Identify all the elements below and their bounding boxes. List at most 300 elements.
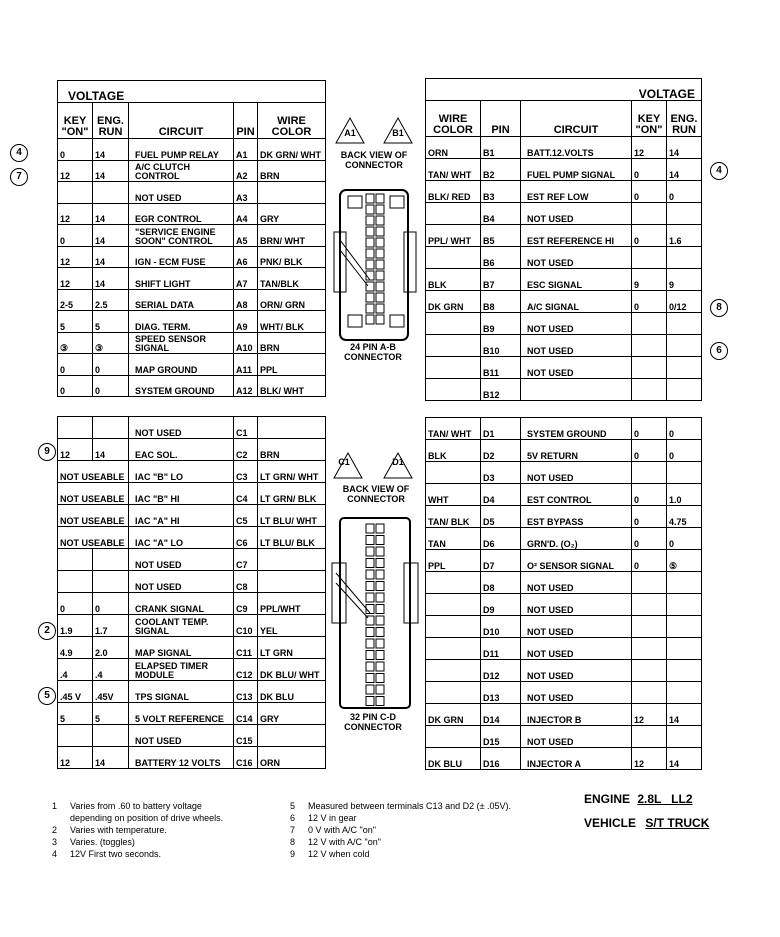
run-cell: 14 [93,246,129,268]
key-cell [58,571,93,593]
triangle-a1-label: A1 [344,128,356,138]
pin-cell: B1 [481,137,521,159]
voltage-label: VOLTAGE [426,79,702,101]
circuit-cell: NOT USED [129,571,234,593]
pin-cell: D1 [481,418,521,440]
key-cell [632,594,667,616]
wire-cell: BRN [258,439,326,461]
run-cell: 14 [667,704,702,726]
run-cell [667,572,702,594]
table-row [58,659,326,681]
run-cell: 4.75 [667,506,702,528]
connector-pin [366,628,374,637]
key-on-header: KEY "ON" [632,101,667,137]
key-cell: 12 [632,704,667,726]
key-cell [632,357,667,379]
wire-cell: BLK [426,440,481,462]
engine-label-text: ENGINE [584,792,631,806]
table-row [426,225,702,247]
pin-cell: B9 [481,313,521,335]
run-cell [667,660,702,682]
run-cell: 14 [667,159,702,181]
table-row [426,159,702,181]
pin-cell: D5 [481,506,521,528]
connector-pin [376,205,384,214]
circuit-cell: NOT USED [521,203,632,225]
key-cell: 12 [58,160,93,182]
run-cell: .4 [93,659,129,681]
connector-pin [366,570,374,579]
table-row [58,483,326,505]
wire-color-header: WIRE COLOR [258,103,326,139]
circuit-cell: IAC "A" LO [129,527,234,549]
wire-cell: PPL/WHT [258,593,326,615]
back-view-label: BACK VIEW OF CONNECTOR [342,484,410,504]
connector-pin [366,216,374,225]
circuit-cell: SYSTEM GROUND [521,418,632,440]
pin-cell: C2 [234,439,258,461]
wire-cell: PNK/ BLK [258,246,326,268]
connector-pin [376,524,384,533]
key-cell: 0 [632,550,667,572]
notes-right [290,800,590,860]
table-row [58,375,326,397]
table-row [426,704,702,726]
run-cell [93,571,129,593]
connector-pin [366,238,374,247]
wire-cell: BLK [426,269,481,291]
pin-cell: B2 [481,159,521,181]
connector-ab-diagram [330,110,420,355]
key-cell [632,638,667,660]
circuit-cell: 5V RETURN [521,440,632,462]
key-cell [632,726,667,748]
connector-pin [376,685,384,694]
pin-cell: B5 [481,225,521,247]
circuit-cell: ELAPSED TIMER MODULE [129,659,234,681]
vehicle-label [584,816,709,830]
note-number: 4 [52,849,58,859]
note-item [290,812,590,824]
run-cell: 2.5 [93,289,129,311]
circuit-cell: "SERVICE ENGINE SOON" CONTROL [129,225,234,247]
connector-pin [366,282,374,291]
key-cell: 12 [632,748,667,770]
pin-cell: D12 [481,660,521,682]
wire-cell: BRN [258,160,326,182]
run-cell: 0 [667,418,702,440]
pin-cell: A5 [234,225,258,247]
key-cell: 0 [632,506,667,528]
table-row [426,418,702,440]
circuit-cell: MAP SIGNAL [129,637,234,659]
vehicle-value: S/T TRUCK [645,816,710,830]
key-cell: 12 [58,246,93,268]
circuit-cell: MAP GROUND [129,354,234,376]
circuit-cell: IGN - ECM FUSE [129,246,234,268]
wire-cell [426,726,481,748]
pin-cell: D6 [481,528,521,550]
table-row [58,332,326,354]
pin-cell: B12 [481,379,521,401]
wire-cell: LT GRN/ BLK [258,483,326,505]
run-cell: 1.0 [667,484,702,506]
note-text: Varies. (toggles) [70,837,135,847]
note-text: depending on position of drive wheels. [70,813,224,823]
table-row [58,268,326,290]
connector-pin [376,238,384,247]
pin-cell: A12 [234,375,258,397]
table-row [426,181,702,203]
circuit-cell [521,379,632,401]
pin-cell: C15 [234,725,258,747]
run-cell [667,726,702,748]
wire-cell [426,572,481,594]
wire-cell: DK BLU/ WHT [258,659,326,681]
pin-cell: C6 [234,527,258,549]
table-row [58,725,326,747]
note-text: 12 V in gear [308,813,357,823]
circuit-cell: EST REFERENCE HI [521,225,632,247]
circuit-cell: 5 VOLT REFERENCE [129,703,234,725]
pin-cell: D2 [481,440,521,462]
pin-cell: C14 [234,703,258,725]
run-cell [667,335,702,357]
note-item [52,824,292,836]
wire-cell [426,682,481,704]
run-cell: 0 [93,375,129,397]
run-cell [667,682,702,704]
circuit-cell: TPS SIGNAL [129,681,234,703]
note-number: 1 [52,801,58,811]
run-cell: 14 [93,139,129,161]
pin-cell: D15 [481,726,521,748]
eng-run-header: ENG. RUN [667,101,702,137]
note-number: 9 [290,849,296,859]
wire-cell: LT GRN [258,637,326,659]
key-cell [632,660,667,682]
table-row [426,379,702,401]
run-cell: ⑤ [667,550,702,572]
wire-cell [258,571,326,593]
run-cell: 14 [93,225,129,247]
wire-cell: TAN/ BLK [426,506,481,528]
pin-cell: C12 [234,659,258,681]
callout-circle: 4 [10,144,28,162]
key-cell [632,682,667,704]
triangle-c1-label: C1 [338,457,350,467]
table-row [58,549,326,571]
key-cell: 0 [632,418,667,440]
circuit-cell: BATTERY 12 VOLTS [129,747,234,769]
wire-cell [258,549,326,571]
connector-pin [376,605,384,614]
run-cell [667,357,702,379]
circuit-cell: SERIAL DATA [129,289,234,311]
wire-cell: WHT [426,484,481,506]
run-cell [667,594,702,616]
wire-cell: GRY [258,203,326,225]
wire-cell [426,247,481,269]
circuit-cell: EST BYPASS [521,506,632,528]
table-row [426,357,702,379]
wire-cell: YEL [258,615,326,637]
wire-cell: ORN/ GRN [258,289,326,311]
wire-cell [426,638,481,660]
note-text: 12 V with A/C "on" [308,837,381,847]
a-pin-table [57,80,326,397]
connector-pin [366,524,374,533]
circuit-cell: NOT USED [129,417,234,439]
wire-cell: TAN/ WHT [426,159,481,181]
key-cell: 9 [632,269,667,291]
circuit-cell: O² SENSOR SIGNAL [521,550,632,572]
pin-cell: D13 [481,682,521,704]
connector-pin [376,293,384,302]
wire-cell: LT GRN/ WHT [258,461,326,483]
circuit-cell: EGR CONTROL [129,203,234,225]
table-row [58,461,326,483]
connector-pin [376,227,384,236]
note-number: 8 [290,837,296,847]
table-row [426,247,702,269]
pin-cell: B8 [481,291,521,313]
table-row [426,137,702,159]
run-cell: 14 [93,268,129,290]
c-pin-table [57,416,326,769]
connector-pin [366,639,374,648]
connector-pin [376,616,384,625]
pin-cell: A11 [234,354,258,376]
connector-pin [366,249,374,258]
table-row [58,246,326,268]
circuit-header: CIRCUIT [521,101,632,137]
connector-pin [366,685,374,694]
connector-pin [366,205,374,214]
pin-cell: C4 [234,483,258,505]
note-number: 2 [52,825,58,835]
connector-pin [366,593,374,602]
pin-cell: B4 [481,203,521,225]
key-on-header: KEY "ON" [58,103,93,139]
connector-pin [376,260,384,269]
connector-pin [376,315,384,324]
circuit-cell: NOT USED [521,247,632,269]
wire-color-header: WIRE COLOR [426,101,481,137]
key-cell [58,182,93,204]
table-row [58,637,326,659]
wire-cell [426,313,481,335]
key-cell: 0 [58,139,93,161]
table-row [58,527,326,549]
connector-pin [366,651,374,660]
key-cell: 0 [58,593,93,615]
table-row [426,528,702,550]
pin-cell: A8 [234,289,258,311]
table-row [58,615,326,637]
run-cell [667,638,702,660]
key-cell: 12 [58,203,93,225]
connector-pin [366,536,374,545]
voltage-label: VOLTAGE [58,81,326,103]
connector-pin [376,304,384,313]
circuit-cell: NOT USED [521,616,632,638]
connector-pin [376,536,384,545]
circuit-cell: IAC "B" LO [129,461,234,483]
note-item [52,836,292,848]
circuit-cell: DIAG. TERM. [129,311,234,333]
key-cell [58,417,93,439]
note-item [290,824,590,836]
key-cell: 4.9 [58,637,93,659]
pin-cell: D4 [481,484,521,506]
key-cell [58,725,93,747]
wire-cell: BLK/ WHT [258,375,326,397]
run-cell [93,417,129,439]
run-cell [93,182,129,204]
run-cell: 2.0 [93,637,129,659]
circuit-cell: NOT USED [521,313,632,335]
run-cell: 1.7 [93,615,129,637]
pin-cell: C8 [234,571,258,593]
wire-cell: TAN/BLK [258,268,326,290]
table-row [426,269,702,291]
connector-pin [366,304,374,313]
connector-pin [376,662,384,671]
run-cell: 5 [93,703,129,725]
note-item [290,836,590,848]
wire-cell: LT BLU/ WHT [258,505,326,527]
table-row [58,703,326,725]
key-cell: 0 [632,225,667,247]
run-cell: 14 [667,748,702,770]
circuit-cell: SYSTEM GROUND [129,375,234,397]
table-row [58,681,326,703]
pin-cell: C10 [234,615,258,637]
wire-cell: DK GRN [426,704,481,726]
circuit-cell: NOT USED [521,638,632,660]
wire-cell [258,182,326,204]
pin-cell: D10 [481,616,521,638]
key-cell: 0 [632,528,667,550]
connector-pin [376,547,384,556]
pin-cell: D14 [481,704,521,726]
connector-pin [366,260,374,269]
run-cell: 0 [667,440,702,462]
note-item [52,848,292,860]
run-cell [93,549,129,571]
key-cell: 0 [58,354,93,376]
key-cell: NOT USEABLE [58,527,129,549]
callout-circle: 6 [710,342,728,360]
table-row [426,484,702,506]
connector-pin [376,249,384,258]
pin-cell: C16 [234,747,258,769]
key-cell [632,462,667,484]
note-text: 12 V when cold [308,849,370,859]
run-cell: 0 [93,354,129,376]
connector-pin [376,593,384,602]
key-cell [632,379,667,401]
circuit-cell: NOT USED [129,725,234,747]
pin-cell: B6 [481,247,521,269]
notes-left [52,800,292,860]
pin-cell: B10 [481,335,521,357]
key-cell [632,313,667,335]
wire-cell: DK GRN/ WHT [258,139,326,161]
triangle-d1-label: D1 [392,457,404,467]
run-cell [667,379,702,401]
pin-cell: A9 [234,311,258,333]
wire-cell: DK BLU [426,748,481,770]
run-cell: 0 [667,528,702,550]
connector-pin [376,216,384,225]
pin-header: PIN [234,103,258,139]
table-row [58,182,326,204]
run-cell: 14 [93,747,129,769]
pin-cell: B7 [481,269,521,291]
table-row [426,335,702,357]
table-row [426,462,702,484]
key-cell: 12 [58,439,93,461]
run-cell: .45V [93,681,129,703]
d-pin-table [425,417,702,770]
wire-cell [426,357,481,379]
wire-cell: GRY [258,703,326,725]
wire-cell [426,616,481,638]
table-row [58,571,326,593]
table-row [58,289,326,311]
circuit-cell: NOT USED [521,594,632,616]
circuit-cell: ESC SIGNAL [521,269,632,291]
table-row [58,417,326,439]
wire-cell: ORN [258,747,326,769]
table-row [426,550,702,572]
connector-pin [376,559,384,568]
wire-cell [426,462,481,484]
run-cell: 14 [93,203,129,225]
wire-cell [426,203,481,225]
run-cell: 9 [667,269,702,291]
circuit-cell: INJECTOR A [521,748,632,770]
key-cell: .45 V [58,681,93,703]
pin-cell: A4 [234,203,258,225]
table-row [58,505,326,527]
pin-header: PIN [481,101,521,137]
pin-cell: D11 [481,638,521,660]
key-cell [632,203,667,225]
table-row [58,139,326,161]
run-cell: 0 [93,593,129,615]
key-cell: 0 [58,375,93,397]
note-text: Measured between terminals C13 and D2 (± .05V). [308,801,512,811]
key-cell: 5 [58,703,93,725]
table-row [58,225,326,247]
note-number: 3 [52,837,58,847]
key-cell: .4 [58,659,93,681]
table-row [426,440,702,462]
pin-cell: D3 [481,462,521,484]
connector-pin [376,282,384,291]
wire-cell: PPL [426,550,481,572]
wire-cell: TAN [426,528,481,550]
run-cell [667,313,702,335]
note-text: Varies with temperature. [70,825,167,835]
key-cell: 2-5 [58,289,93,311]
pin-cell: A3 [234,182,258,204]
circuit-cell: FUEL PUMP SIGNAL [521,159,632,181]
key-cell [58,549,93,571]
